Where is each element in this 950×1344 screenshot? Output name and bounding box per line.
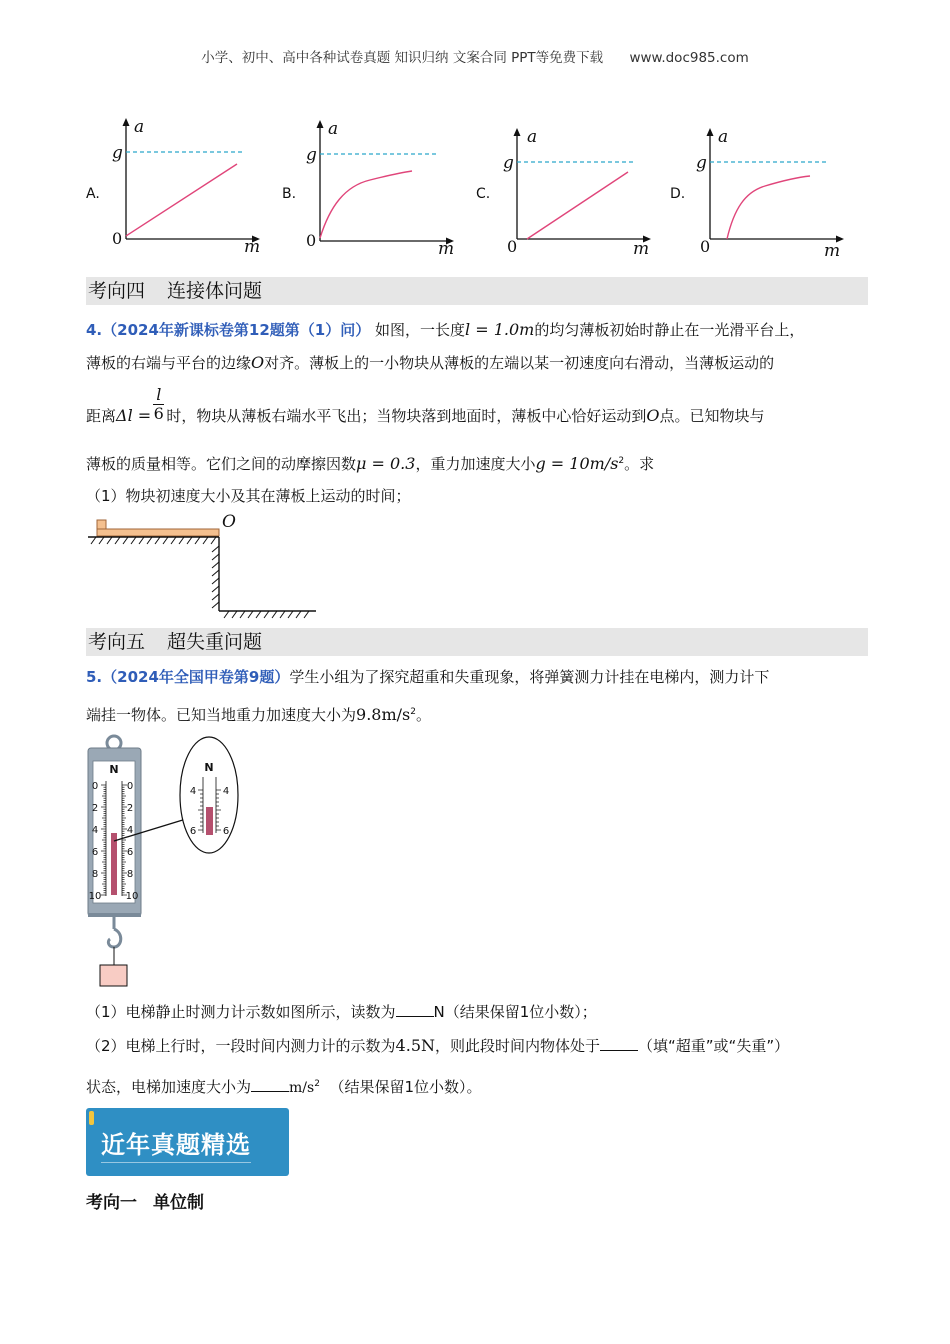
- svg-text:4: 4: [189, 786, 197, 797]
- question-5-line-1: 5.（2024年全国甲卷第9题）学生小组为了探究超重和失重现象，将弹簧测力计挂在电梯内，测力计下: [86, 668, 770, 686]
- svg-text:6: 6: [126, 847, 134, 858]
- g-label: g: [112, 143, 123, 163]
- option-a-graph: [106, 114, 266, 258]
- option-d-graph: [690, 124, 850, 268]
- q5-number: 5.: [86, 668, 103, 686]
- section-5-name: 超失重问题: [167, 631, 263, 653]
- svg-text:0: 0: [91, 781, 99, 792]
- section-4-name: 连接体问题: [167, 280, 263, 302]
- header-text: 小学、初中、高中各种试卷真题 知识归纳 文案合同 PPT等免费下载: [201, 50, 604, 66]
- axis-a-label: a: [718, 127, 729, 147]
- header-site[interactable]: www.doc985.com: [629, 50, 749, 66]
- point-o-label: O: [222, 512, 236, 532]
- answer-blank-2[interactable]: [600, 1036, 638, 1051]
- origin-label: 0: [700, 237, 711, 256]
- hanging-object: [100, 965, 127, 986]
- svg-text:6: 6: [222, 826, 230, 837]
- question-5-sub-1: （1）电梯静止时测力计示数如图所示，读数为 N（结果保留1位小数）；: [86, 1003, 597, 1021]
- option-d-label: D.: [670, 186, 686, 202]
- svg-text:0: 0: [126, 781, 134, 792]
- section-4-title: [86, 277, 868, 305]
- g-label: g: [696, 153, 707, 173]
- answer-blank-1[interactable]: [396, 1002, 434, 1017]
- svg-text:2: 2: [91, 803, 99, 814]
- axis-m-label: m: [633, 239, 650, 259]
- spring-scale-figure: [86, 733, 276, 995]
- fraction-l-over-6: $\frac{l}{6}$: [153, 385, 164, 423]
- question-4-line-2: 薄板的右端与平台的边缘O对齐。薄板上的一小物块从薄板的左端以某一初速度向右滑动，当薄板运动的: [86, 353, 775, 372]
- zoom-view: [180, 737, 238, 853]
- section-5-title: [86, 628, 868, 656]
- option-a-label: A.: [86, 186, 100, 202]
- option-c-label: C.: [476, 186, 491, 202]
- axis-a-label: a: [134, 117, 145, 137]
- scale-indicator: [111, 833, 117, 895]
- question-5-sub-2-cont: 状态，电梯加速度大小为 $m/s^2$ （结果保留1位小数）。: [86, 1078, 482, 1096]
- section-1-title: 考向一 单位制: [86, 1193, 204, 1213]
- question-4-line-3: 距离Δl = $\frac{l}{6}$ 时，物块从薄板右端水平飞出；当物块落到地面时，薄板中心恰好运动到O点。已知物块与: [86, 385, 765, 425]
- question-4-sub-1: （1）物块初速度大小及其在薄板上运动的时间；: [86, 487, 411, 505]
- axis-m-label: m: [438, 239, 455, 259]
- question-5-line-2: 端挂一物体。已知当地重力加速度大小为$9.8m/s^2$。: [86, 705, 431, 724]
- answer-blank-3[interactable]: [251, 1077, 289, 1092]
- q4-source: （2024年新课标卷第12题第（1）问）: [102, 321, 371, 339]
- section-4-tag: 考向四: [88, 280, 146, 302]
- svg-text:6: 6: [189, 826, 197, 837]
- question-4-line-4: 薄板的质量相等。它们之间的动摩擦因数μ = 0.3，重力加速度大小$g = 10m/s^2$。求: [86, 454, 655, 473]
- section-5-tag: 考向五: [88, 631, 146, 653]
- svg-text:N: N: [204, 761, 214, 774]
- page-header: [0, 46, 950, 66]
- option-b-label: B.: [282, 186, 297, 202]
- svg-text:4: 4: [91, 825, 99, 836]
- svg-text:4: 4: [126, 825, 134, 836]
- svg-text:8: 8: [126, 869, 134, 880]
- origin-label: 0: [112, 229, 123, 248]
- g-label: g: [503, 153, 514, 173]
- question-5-sub-2: （2）电梯上行时，一段时间内测力计的示数为4.5N，则此段时间内物体处于 （填“超重”或“失重”）: [86, 1036, 790, 1055]
- q4-number: 4.: [86, 321, 103, 339]
- axis-a-label: a: [527, 127, 538, 147]
- svg-text:8: 8: [91, 869, 99, 880]
- banner-accent: [89, 1111, 94, 1125]
- axis-a-label: a: [328, 119, 339, 139]
- g-label: g: [306, 145, 317, 165]
- svg-text:10: 10: [125, 891, 139, 902]
- scale-unit: N: [109, 763, 119, 776]
- origin-label: 0: [306, 231, 317, 250]
- option-c-graph: [497, 124, 657, 268]
- recent-exams-banner: [86, 1108, 289, 1176]
- axis-m-label: m: [824, 241, 841, 261]
- banner-text: 近年真题精选: [101, 1125, 251, 1163]
- svg-text:6: 6: [91, 847, 99, 858]
- option-b-graph: [300, 116, 460, 260]
- question-4-line-1: 4.（2024年新课标卷第12题第（1）问） 如图，一长度l = 1.0m的均匀薄板初始时静止在一光滑平台上，: [86, 320, 805, 339]
- platform-figure: [86, 512, 326, 626]
- svg-text:10: 10: [88, 891, 102, 902]
- axis-m-label: m: [244, 237, 261, 257]
- svg-text:4: 4: [222, 786, 230, 797]
- svg-text:2: 2: [126, 803, 134, 814]
- origin-label: 0: [507, 237, 518, 256]
- q5-source: （2024年全国甲卷第9题）: [102, 668, 290, 686]
